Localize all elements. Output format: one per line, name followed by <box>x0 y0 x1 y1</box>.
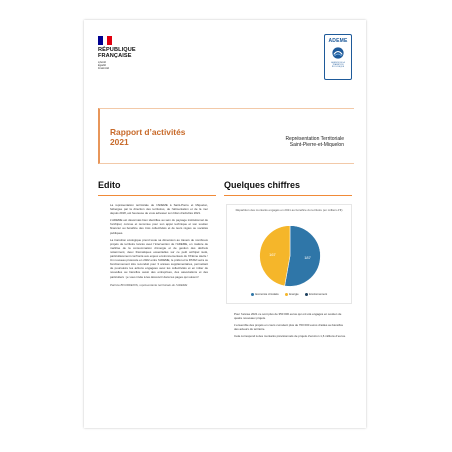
report-year: 2021 <box>110 137 129 147</box>
pie-chart <box>257 223 323 289</box>
pie-data-label-economie-circulaire: 187 <box>304 254 311 260</box>
french-flag-icon <box>98 36 112 45</box>
edito-paragraph-2: L’ADEME est désormais bien identifiée au sein du paysage institutionnel de l’archipel, connue et reconnue pour son appui technique et son soutien financier au bénéfice des trois collectivités et de leurs régies ou sociétés publiques. <box>110 218 208 235</box>
territory-line-2: Saint-Pierre-et-Miquelon <box>289 142 344 149</box>
chiffres-paragraph-3: Cela correspond à des montants prévisionnels de projets d’environ 1,6 millions d’euros. <box>234 334 346 339</box>
republique-line-1: RÉPUBLIQUE <box>98 47 136 53</box>
ademe-logo <box>324 34 352 80</box>
ademe-emblem-icon <box>331 46 345 60</box>
legend-label-energie: Energie <box>289 293 299 296</box>
chiffres-body <box>234 312 348 341</box>
legend-item-energie <box>285 293 299 296</box>
legend-label-environnement: Environnement <box>309 293 328 296</box>
chart-legend <box>227 293 351 296</box>
pie-data-label-energie: 167 <box>269 251 276 257</box>
chiffres-heading: Quelques chiffres <box>224 180 352 196</box>
edito-paragraph-3: La transition écologique prend toute sa dimension au travers de nombreux projets de territoire lancés avec l’intervention de l’ADEME, en matière de maîtrise de la consommation d’énergie et de gestion des déchets notamment, deux thématiques essentielles sur ce petit archipel isolé, particulièrement confronté aux enjeux environnementaux du XXIème siècle ! Un nouveau protocole en 2022 entre l’ADEME, le préfet et la DTAM verra ce fonctionnement être reconduit pour 3 années supplémentaires, permettant de poursuivre les actions engagées avec les collectivités et en initier de nouvelles au bénéfice aussi des entreprises, des associations et des particuliers : je vous invite à les découvrir dans les pages qui suivent ! <box>110 237 208 279</box>
territory-label <box>285 136 344 149</box>
chart-title: Répartition des montants engagés en 2021 au bénéfice du territoire (en milliers d’€) <box>235 208 343 212</box>
chiffres-paragraph-1: Pour l’année 2021 ce sont plus de 350 000 euros qui ont été engagés en soutien de quatre nouveaux projets. <box>234 312 342 321</box>
ademe-tagline: AGENCE DE LA TRANSITION ÉCOLOGIQUE <box>331 62 345 69</box>
edito-signature: Patricia BOURDEOIS, représentante territoriale de l’ADEME <box>110 282 188 287</box>
motto-line-2: Égalité <box>98 64 106 68</box>
report-title-line-1: Rapport d’activités <box>110 127 186 137</box>
edito-paragraph-1: La représentation territoriale de l’ADEME à Saint-Pierre et Miquelon, hébergée par la direction des territoires, de l’alimentation et de la mer depuis 2018, est heureuse de vous adresser son bilan d’activités 2021. <box>110 203 208 216</box>
motto <box>98 61 158 71</box>
motto-line-1: Liberté <box>98 61 106 64</box>
ademe-name: ADEME <box>328 38 348 44</box>
edito-heading: Edito <box>98 180 216 196</box>
pie-chart-card <box>226 204 352 304</box>
motto-line-3: Fraternité <box>98 67 110 71</box>
legend-dot-economie-circulaire <box>251 293 254 296</box>
legend-dot-energie <box>285 293 288 296</box>
title-band <box>98 108 354 164</box>
legend-label-economie-circulaire: Economie circulaire <box>255 293 279 296</box>
document-page <box>84 20 366 428</box>
chiffres-paragraph-2: L’ensemble des projets en cours cumulent plus de 700 000 euros d’aides au bénéfice des acteurs du territoire. <box>234 323 344 332</box>
legend-item-economie-circulaire <box>251 293 279 296</box>
report-title <box>110 127 185 147</box>
flag-band-red <box>107 36 112 45</box>
republique-francaise-logo <box>98 36 158 71</box>
republique-line-2: FRANÇAISE <box>98 53 132 59</box>
territory-line-1: Représentation Territoriale <box>285 136 344 142</box>
edito-body <box>110 203 208 287</box>
legend-item-environnement <box>305 293 328 296</box>
legend-dot-environnement <box>305 293 308 296</box>
